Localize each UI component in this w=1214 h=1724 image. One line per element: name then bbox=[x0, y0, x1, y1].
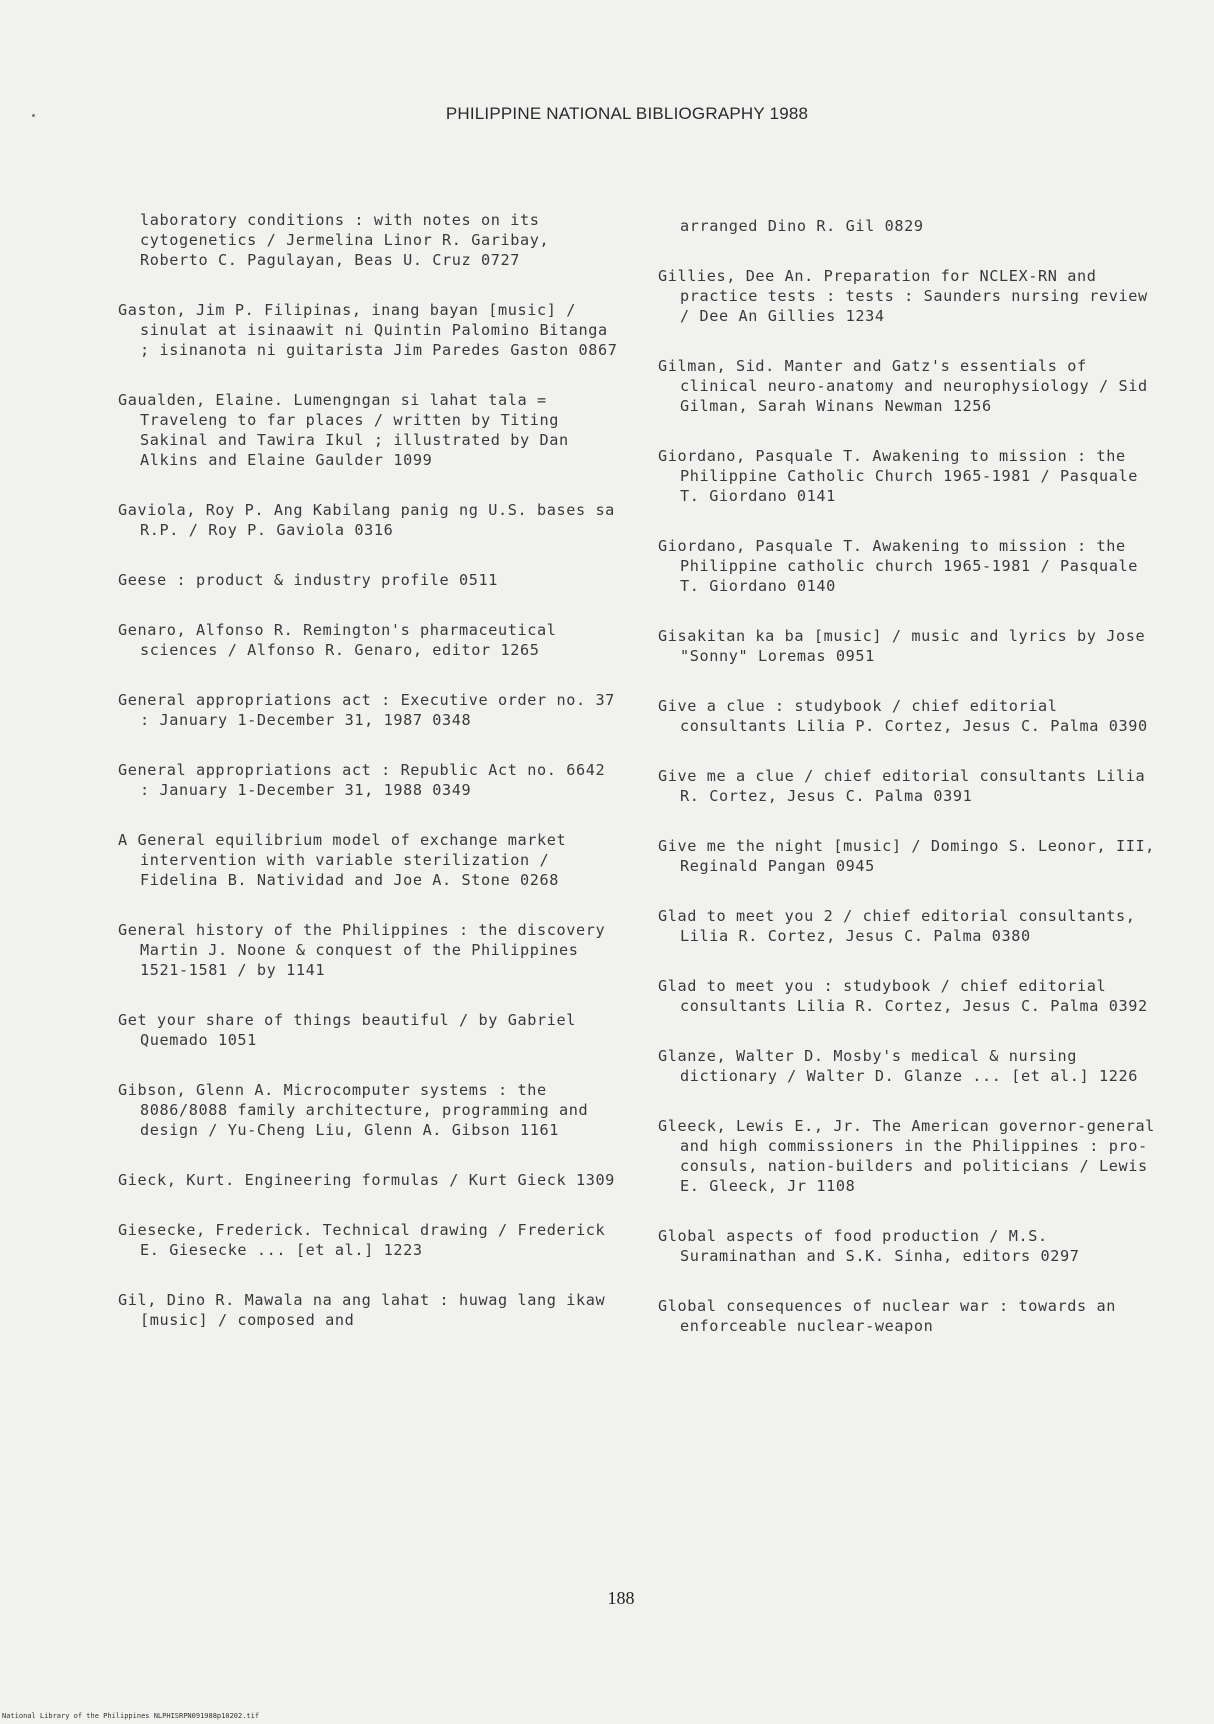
page-number: 188 bbox=[607, 1588, 635, 1608]
scan-footer: National Library of the Philippines NLPHISRPN091988p10202.tif bbox=[2, 1712, 260, 1720]
bib-entry: A General equilibrium model of exchange market intervention with variable sterilization / Fidelina B. Natividad and Joe A. Stone 0268 bbox=[118, 831, 567, 889]
bib-entry: Geese : product & industry profile 0511 bbox=[118, 571, 499, 589]
bib-entry: Genaro, Alfonso R. Remington's pharmaceutical sciences / Alfonso R. Genaro, editor 1265 bbox=[118, 621, 557, 659]
bib-entry: Giordano, Pasquale T. Awakening to mission : the Philippine Catholic Church 1965-1981 / Pasquale T. Giordano 0141 bbox=[658, 447, 1138, 505]
bib-entry: Gibson, Glenn A. Microcomputer systems : the 8086/8088 family architecture, programming and design / Yu-Cheng Liu, Glenn A. Gibson 1161 bbox=[118, 1081, 589, 1139]
bib-entry: Give me a clue / chief editorial consultants Lilia R. Cortez, Jesus C. Palma 0391 bbox=[658, 767, 1146, 805]
bib-entry: Glad to meet you 2 / chief editorial consultants, Lilia R. Cortez, Jesus C. Palma 0380 bbox=[658, 907, 1136, 945]
bib-entry: Get your share of things beautiful / by Gabriel Quemado 1051 bbox=[118, 1011, 576, 1049]
bib-entry: General history of the Philippines : the discovery Martin J. Noone & conquest of the Philippines 1521-1581 / by 1141 bbox=[118, 921, 606, 979]
bib-entry: Give a clue : studybook / chief editorial consultants Lilia P. Cortez, Jesus C. Palma 0390 bbox=[658, 697, 1148, 735]
bib-entry: Gisakitan ka ba [music] / music and lyrics by Jose "Sonny" Loremas 0951 bbox=[658, 627, 1146, 665]
bib-entry: Gieck, Kurt. Engineering formulas / Kurt Gieck 1309 bbox=[118, 1171, 615, 1189]
page-title: PHILIPPINE NATIONAL BIBLIOGRAPHY 1988 bbox=[445, 104, 809, 123]
bib-entry: Global aspects of food production / M.S. Suraminathan and S.K. Sinha, editors 0297 bbox=[658, 1227, 1080, 1265]
bib-entry: Giesecke, Frederick. Technical drawing / Frederick E. Giesecke ... [et al.] 1223 bbox=[118, 1221, 606, 1259]
left-column bbox=[118, 210, 618, 1360]
bib-entry: Gil, Dino R. Mawala na ang lahat : huwag lang ikaw [music] / composed and bbox=[118, 1291, 606, 1329]
bib-entry: Gaviola, Roy P. Ang Kabilang panig ng U.S. bases sa R.P. / Roy P. Gaviola 0316 bbox=[118, 501, 615, 539]
right-column bbox=[658, 216, 1158, 1366]
bib-entry: Glad to meet you : studybook / chief editorial consultants Lilia R. Cortez, Jesus C. Palma 0392 bbox=[658, 977, 1148, 1015]
bib-entry: Gleeck, Lewis E., Jr. The American governor-general and high commissioners in the Philippines : pro-consuls, nation-builders and politicians / Lewis E. Gleeck, Jr 1108 bbox=[658, 1117, 1155, 1195]
bib-entry: Give me the night [music] / Domingo S. Leonor, III, Reginald Pangan 0945 bbox=[658, 837, 1155, 875]
bib-entry: General appropriations act : Executive order no. 37 : January 1-December 31, 1987 0348 bbox=[118, 691, 615, 729]
bib-entry: arranged Dino R. Gil 0829 bbox=[680, 217, 924, 235]
bib-entry: Gaston, Jim P. Filipinas, inang bayan [music] / sinulat at isinaawit ni Quintin Palomino Bitanga ; isinanota ni guitarista Jim Paredes Gaston 0867 bbox=[118, 301, 618, 359]
bib-entry: General appropriations act : Republic Act no. 6642 : January 1-December 31, 1988 0349 bbox=[118, 761, 606, 799]
bib-entry: Glanze, Walter D. Mosby's medical & nursing dictionary / Walter D. Glanze ... [et al.] 1226 bbox=[658, 1047, 1138, 1085]
bib-entry: Gillies, Dee An. Preparation for NCLEX-RN and practice tests : tests : Saunders nursing review / Dee An Gillies 1234 bbox=[658, 267, 1148, 325]
bib-entry: Giordano, Pasquale T. Awakening to mission : the Philippine catholic church 1965-1981 / Pasquale T. Giordano 0140 bbox=[658, 537, 1138, 595]
bib-entry: Gaualden, Elaine. Lumengngan si lahat tala = Traveleng to far places / written by Titing Sakinal and Tawira Ikul ; illustrated by Dan Alkins and Elaine Gaulder 1099 bbox=[118, 391, 569, 469]
bib-entry: Global consequences of nuclear war : towards an enforceable nuclear-weapon bbox=[658, 1297, 1116, 1335]
bib-entry: Gilman, Sid. Manter and Gatz's essentials of clinical neuro-anatomy and neurophysiology / Sid Gilman, Sarah Winans Newman 1256 bbox=[658, 357, 1148, 415]
bib-entry: laboratory conditions : with notes on its cytogenetics / Jermelina Linor R. Garibay, Roberto C. Pagulayan, Beas U. Cruz 0727 bbox=[140, 211, 550, 269]
